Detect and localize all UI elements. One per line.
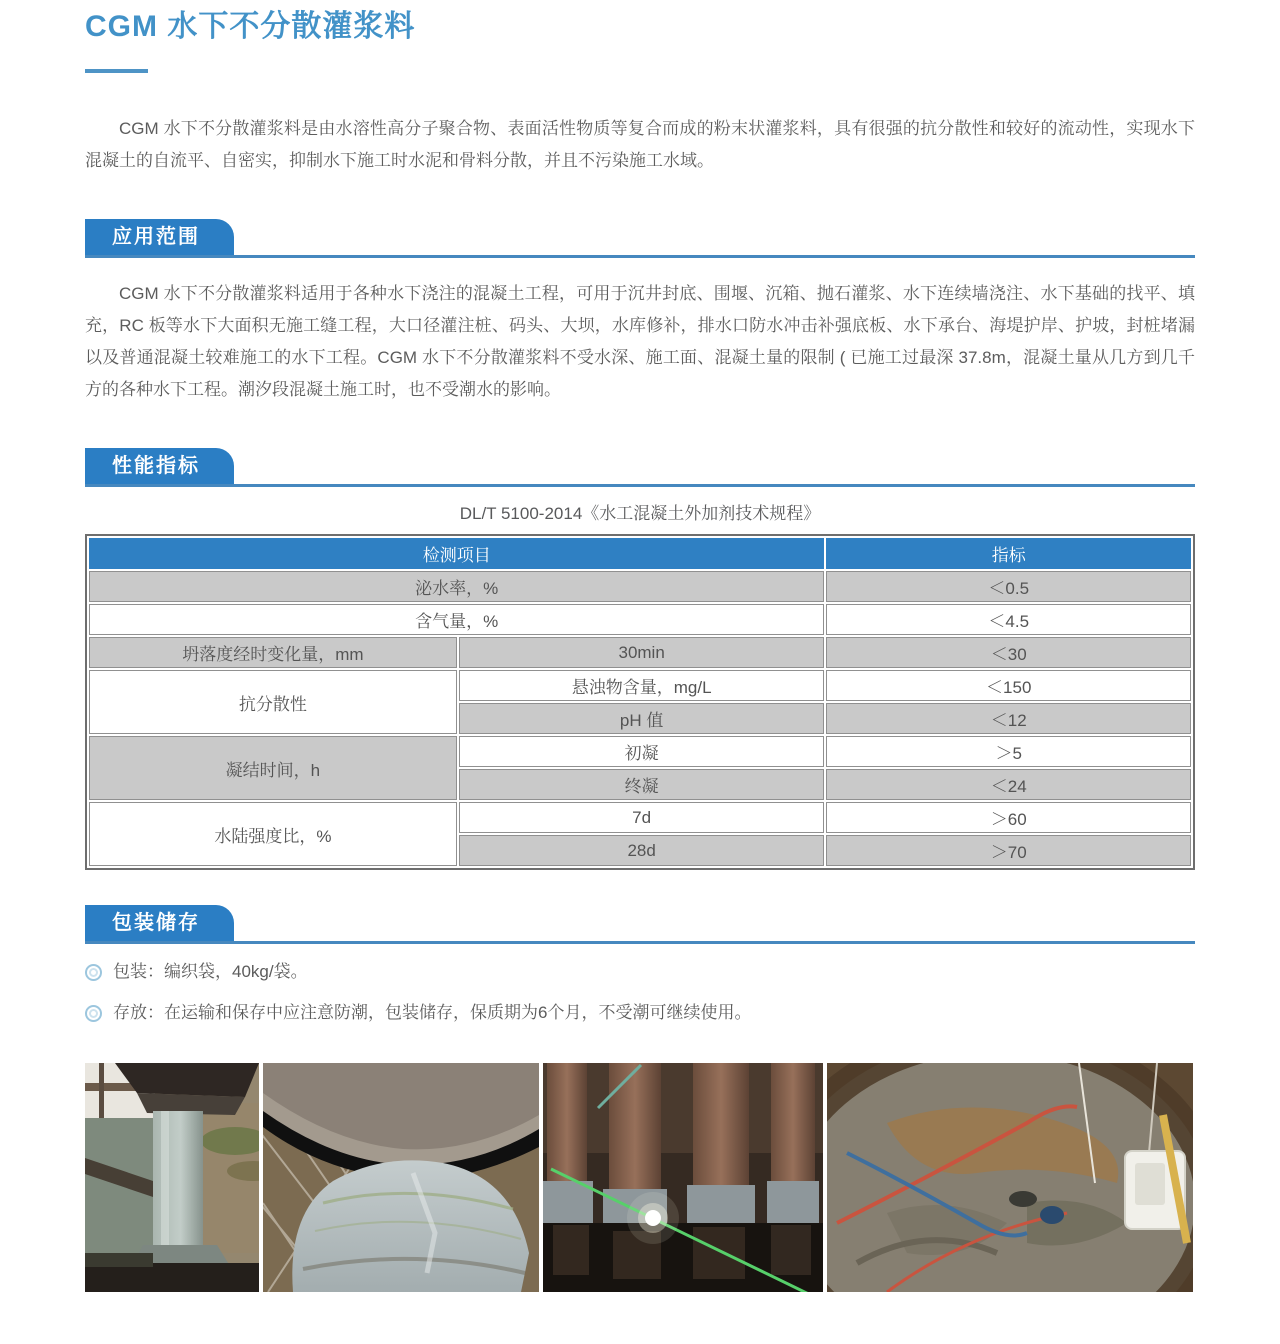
cell-dispersion-label: 抗分散性	[89, 670, 457, 734]
header-cell-indicator: 指标	[826, 538, 1191, 569]
standard-reference: DL/T 5100-2014《水工混凝土外加剂技术规程》	[459, 504, 821, 523]
packaging-bullet-2	[85, 1000, 1195, 1026]
cell-slump-condition: 30min	[459, 637, 825, 668]
application-paragraph: CGM 水下不分散灌浆料适用于各种水下浇注的混凝土工程，可用于沉井封底、围堰、沉箱、抛石灌浆、水下连续墙浇注、水下基础的找平、填充，RC 板等水下大面积无施工缝工程，大口径灌注桩、码头、大坝，水库修补，排水口防水冲击补强底板、水下承台、海堤护岸、护坡，封桩堵漏以及普通混凝土较难施工的水下工程。CGM 水下不分散灌浆料不受水深、施工面、混凝土量的限制 ( 已施工过最深 37.8m，混凝土量从几方到几千方的各种水下工程。潮汐段混凝土施工时，也不受潮水的影响。	[85, 284, 1195, 399]
night-piers-laser-photo	[543, 1063, 823, 1292]
project-photo-strip	[85, 1063, 1195, 1292]
table-row-anti-dispersion-1	[89, 670, 1191, 701]
ring-bullet-icon	[85, 964, 102, 981]
cell-setting-value2: ＜24	[826, 769, 1191, 800]
cell-dispersion-sub2: pH 值	[459, 703, 825, 734]
cell-setting-sub2: 终凝	[459, 769, 825, 800]
cell-setting-sub1: 初凝	[459, 736, 825, 767]
section-heading-performance: 性能指标	[85, 448, 234, 484]
table-row-strength-ratio-1	[89, 802, 1191, 833]
table-header-row	[89, 538, 1191, 569]
cell-strength-sub1: 7d	[459, 802, 825, 833]
cell-slump-label: 坍落度经时变化量，mm	[89, 637, 457, 668]
cell-setting-label: 凝结时间，h	[89, 736, 457, 800]
ring-bullet-icon	[85, 1005, 102, 1022]
cell-strength-sub2: 28d	[459, 835, 825, 866]
packaging-bullet-text: 包装：编织袋，40kg/袋。	[113, 962, 308, 981]
title-underline	[85, 69, 148, 73]
cell-dispersion-value2: ＜12	[826, 703, 1191, 734]
pier-base-repair-photo	[263, 1063, 539, 1292]
table-row-bleeding	[89, 571, 1191, 602]
cell-bleeding-value: ＜0.5	[826, 571, 1191, 602]
section-bar-performance	[85, 448, 1195, 487]
cell-dispersion-value1: ＜150	[826, 670, 1191, 701]
caisson-mud-pit-photo	[827, 1063, 1193, 1292]
cell-strength-label: 水陆强度比，%	[89, 802, 457, 866]
underwater-pier-column-photo	[85, 1063, 259, 1292]
cell-setting-value1: ＞5	[826, 736, 1191, 767]
cell-slump-value: ＜30	[826, 637, 1191, 668]
page-title: CGM 水下不分散灌浆料	[85, 10, 416, 43]
table-row-setting-time-1	[89, 736, 1191, 767]
cell-dispersion-sub1: 悬浊物含量，mg/L	[459, 670, 825, 701]
intro-paragraph: CGM 水下不分散灌浆料是由水溶性高分子聚合物、表面活性物质等复合而成的粉末状灌浆料，具有很强的抗分散性和较好的流动性，实现水下混凝土的自流平、自密实，抑制水下施工时水泥和骨料分散，并且不污染施工水域。	[85, 119, 1195, 170]
packaging-bullet-1	[85, 959, 1195, 985]
cell-air-value: ＜4.5	[826, 604, 1191, 635]
performance-table	[85, 534, 1195, 870]
section-bar-application	[85, 219, 1195, 258]
cell-strength-value2: ＞70	[826, 835, 1191, 866]
section-bar-packaging	[85, 905, 1195, 944]
section-heading-application: 应用范围	[85, 219, 234, 255]
page-content	[85, 0, 1195, 1292]
table-row-slump-change	[89, 637, 1191, 668]
table-row-air-content	[89, 604, 1191, 635]
header-cell-item: 检测项目	[89, 538, 824, 569]
storage-bullet-text: 存放：在运输和保存中应注意防潮，包装储存，保质期为6个月，不受潮可继续使用。	[113, 1003, 752, 1022]
cell-air-label: 含气量，%	[89, 604, 824, 635]
cell-strength-value1: ＞60	[826, 802, 1191, 833]
cell-bleeding-label: 泌水率，%	[89, 571, 824, 602]
section-heading-packaging: 包装储存	[85, 905, 234, 941]
